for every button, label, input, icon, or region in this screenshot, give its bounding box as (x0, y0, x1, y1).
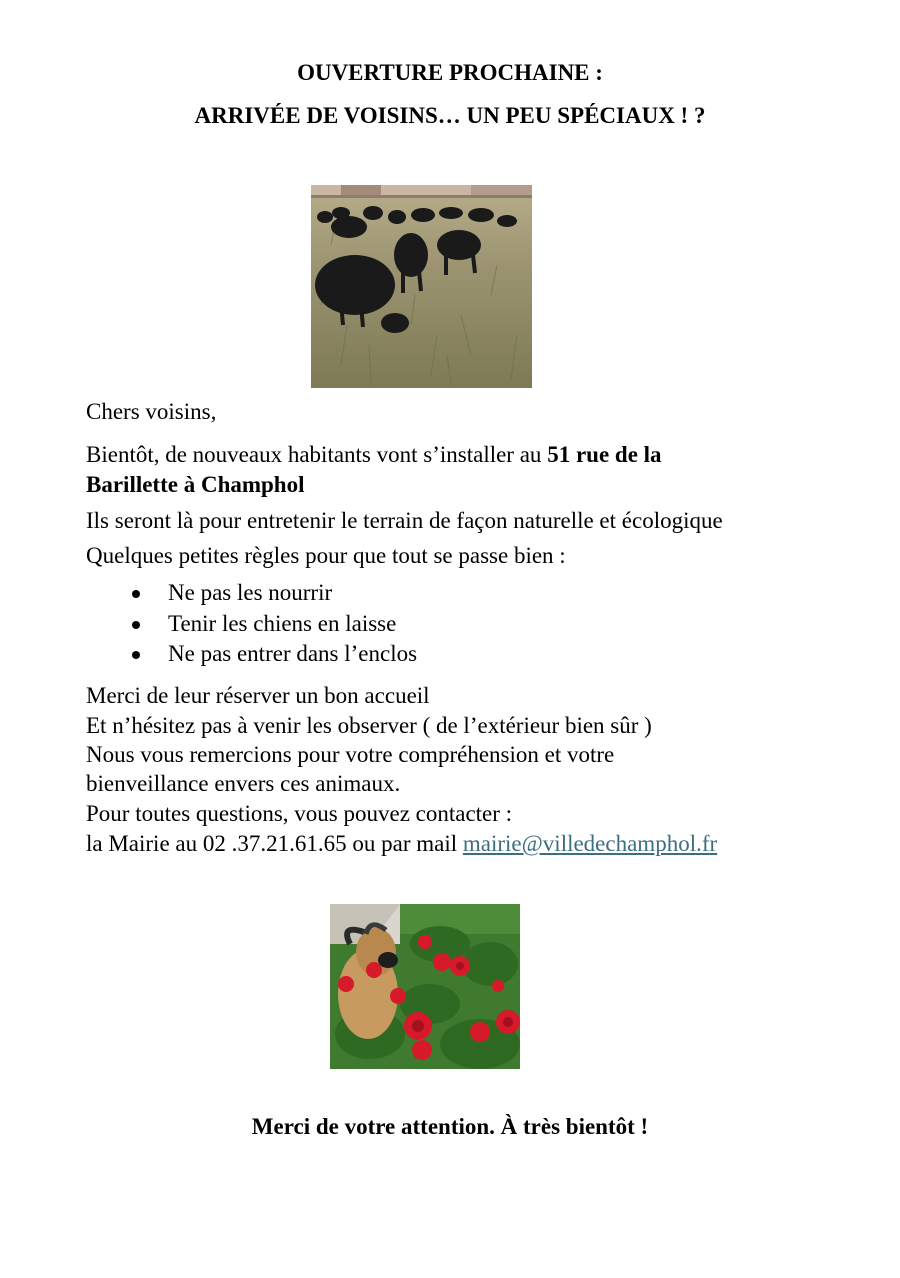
intro-line-1 (86, 440, 662, 470)
welcome-text: Merci de leur réserver un bon accueil (86, 683, 430, 708)
goat-roses-photo (330, 904, 520, 1069)
title-line-2: ARRIVÉE DE VOISINS… UN PEU SPÉCIAUX ! ? (194, 103, 706, 128)
bullet-icon (132, 621, 140, 629)
observe-text: Et n’hésitez pas à venir les observer ( de l’extérieur bien sûr ) (86, 713, 652, 738)
rule-item (86, 578, 417, 609)
contact-prefix: la Mairie au 02 .37.21.61.65 ou par mail (86, 831, 463, 856)
rules-intro: Quelques petites règles pour que tout se passe bien : (86, 543, 566, 568)
intro-prefix: Bientôt, de nouveaux habitants vont s’installer au (86, 442, 548, 467)
address-part-2: Barillette à Champhol (86, 472, 305, 497)
rules-list (86, 578, 417, 670)
intro-line-2 (86, 470, 305, 500)
contact-intro: Pour toutes questions, vous pouvez contacter : (86, 801, 513, 826)
rule-text: Ne pas entrer dans l’enclos (168, 641, 418, 666)
address-part-1: 51 rue de la (547, 442, 662, 467)
greeting: Chers voisins, (86, 399, 217, 424)
bullet-icon (132, 651, 140, 659)
rule-item (86, 639, 417, 670)
purpose-text: Ils seront là pour entretenir le terrain de façon naturelle et écologique (86, 508, 723, 533)
email-link[interactable]: mairie@villedechamphol.fr (462, 831, 718, 856)
thanks-line-1: Nous vous remercions pour votre compréhension et votre (86, 742, 615, 767)
title-line-1: OUVERTURE PROCHAINE : (297, 60, 603, 85)
closing-message: Merci de votre attention. À très bientôt ! (251, 1114, 649, 1139)
thanks-line-2: bienveillance envers ces animaux. (86, 771, 401, 796)
bullet-icon (132, 590, 140, 598)
rule-text: Tenir les chiens en laisse (168, 610, 397, 636)
rule-text: Ne pas les nourrir (168, 580, 333, 605)
contact-line (86, 829, 717, 859)
rule-item (86, 609, 417, 640)
sheep-photo (311, 185, 532, 388)
